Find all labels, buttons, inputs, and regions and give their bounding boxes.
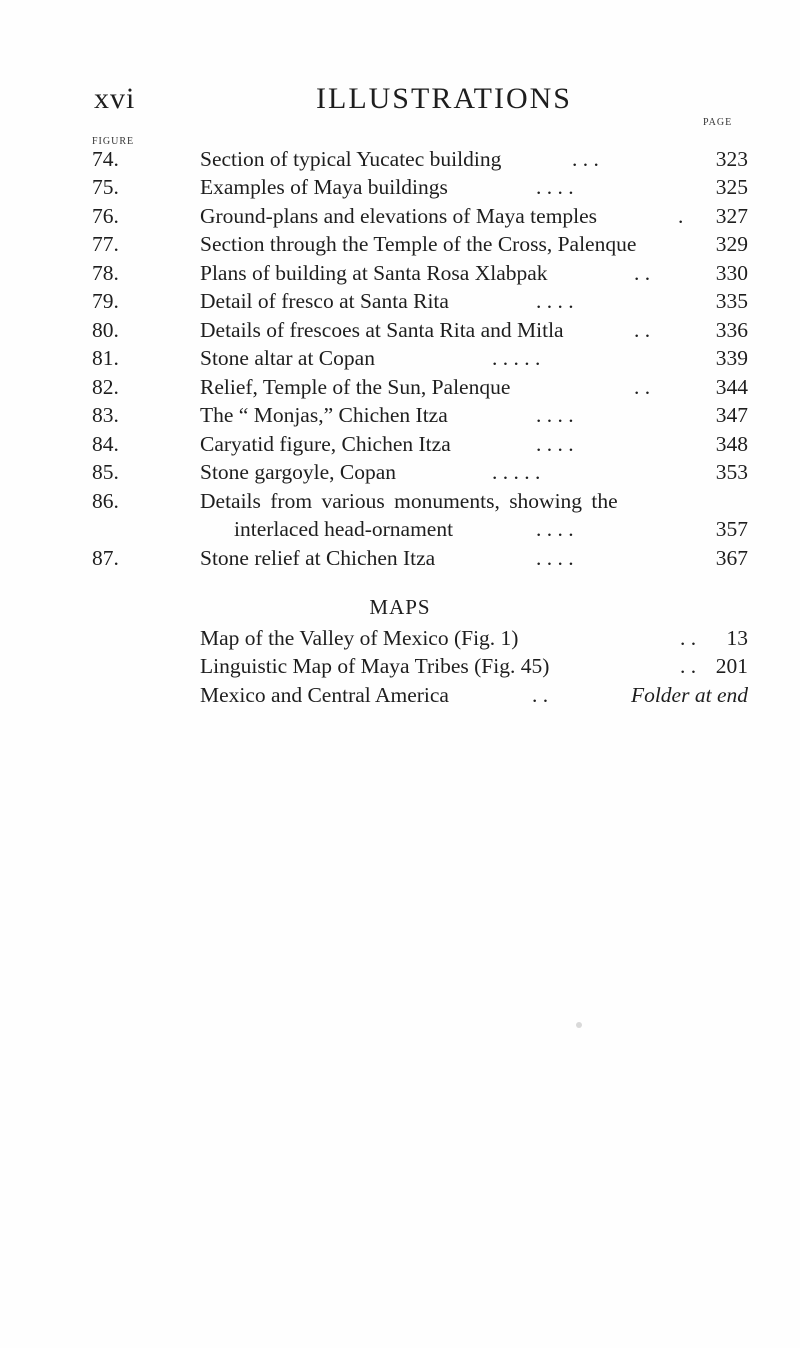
page-number: 330 <box>715 261 748 285</box>
page-folio: xvi <box>94 82 136 115</box>
figure-number: 75. <box>92 175 119 199</box>
list-entry-figure-74 <box>92 145 748 173</box>
figure-title: Examples of Maya buildings <box>200 175 448 199</box>
page-number: 323 <box>715 147 748 171</box>
figure-title: Ground-plans and elevations of Maya temples <box>200 204 598 228</box>
figure-title: Section of typical Yucatec building <box>200 147 502 171</box>
list-entry-figure-77 <box>92 230 748 258</box>
leader-dots: . . <box>680 654 697 678</box>
figure-title: Stone relief at Chichen Itza <box>200 546 436 570</box>
list-entry-figure-80 <box>92 316 748 344</box>
map-entry-mexico-central-america <box>200 681 748 709</box>
figure-title: Caryatid figure, Chichen Itza <box>200 432 451 456</box>
list-entry-figure-75 <box>92 173 748 201</box>
leader-dots: . . <box>634 375 651 399</box>
leader-dots: . . . . <box>536 289 574 313</box>
figure-number: 85. <box>92 460 119 484</box>
leader-dots: . . <box>634 318 651 342</box>
map-entry-linguistic-map <box>200 652 748 680</box>
paper-speck <box>576 1022 582 1028</box>
list-entry-figure-86 <box>92 487 748 515</box>
leader-dots: . . . . <box>536 432 574 456</box>
figure-title: Relief, Temple of the Sun, Palenque <box>200 375 511 399</box>
page-number: 13 <box>726 626 748 650</box>
list-entry-figure-83 <box>92 401 748 429</box>
figure-column-heading: FIGURE <box>92 136 135 147</box>
figure-number: 81. <box>92 346 119 370</box>
list-entry-figure-81 <box>92 344 748 372</box>
list-entry-figure-79 <box>92 287 748 315</box>
leader-dots: . . . . <box>536 403 574 427</box>
page-number: 335 <box>715 289 748 313</box>
figure-title: Stone altar at Copan <box>200 346 375 370</box>
leader-dots: . . <box>634 261 651 285</box>
figure-number: 87. <box>92 546 119 570</box>
leader-dots: . . <box>532 683 549 707</box>
leader-dots: . . . . <box>536 546 574 570</box>
list-entry-figure-85 <box>92 458 748 486</box>
list-entry-figure-82 <box>92 373 748 401</box>
leader-dots: . . . <box>572 147 599 171</box>
page-number: 348 <box>715 432 748 456</box>
figure-number: 76. <box>92 204 119 228</box>
map-title: Linguistic Map of Maya Tribes (Fig. 45) <box>200 654 550 678</box>
figure-number: 78. <box>92 261 119 285</box>
list-entry-figure-86-continuation <box>92 515 748 543</box>
leader-dots: . <box>678 204 684 228</box>
leader-dots: . . . . . <box>492 460 541 484</box>
figure-title: Details from various monuments, showing the <box>200 489 618 513</box>
figure-title-continuation: interlaced head-ornament <box>234 517 454 541</box>
list-entry-figure-78 <box>92 259 748 287</box>
page-number: 344 <box>715 375 748 399</box>
figure-number: 80. <box>92 318 119 342</box>
figure-number: 86. <box>92 489 119 513</box>
page-number: 336 <box>715 318 748 342</box>
map-title: Map of the Valley of Mexico (Fig. 1) <box>200 626 519 650</box>
figure-title: Plans of building at Santa Rosa Xlabpak <box>200 261 548 285</box>
page-number: 327 <box>715 204 748 228</box>
leader-dots: . . . . <box>536 175 574 199</box>
figure-number: 79. <box>92 289 119 313</box>
leader-dots: . . . . <box>536 517 574 541</box>
figure-number: 83. <box>92 403 119 427</box>
map-entry-valley-of-mexico <box>200 624 748 652</box>
maps-heading: MAPS <box>369 595 431 619</box>
map-title: Mexico and Central America <box>200 683 449 707</box>
list-entry-figure-87 <box>92 544 748 572</box>
page-number: 201 <box>715 654 748 678</box>
figure-title: Details of frescoes at Santa Rita and Mitla <box>200 318 564 342</box>
list-entry-figure-84 <box>92 430 748 458</box>
running-header <box>94 82 734 122</box>
page-column-heading: PAGE <box>703 117 733 128</box>
figure-number: 74. <box>92 147 119 171</box>
leader-dots: . . <box>680 626 697 650</box>
page-number: 329 <box>715 232 748 256</box>
page-reference: Folder at end <box>630 683 748 707</box>
figure-number: 84. <box>92 432 119 456</box>
leader-dots: . . . . . <box>492 346 541 370</box>
figure-title: Detail of fresco at Santa Rita <box>200 289 449 313</box>
page-number: 347 <box>715 403 748 427</box>
page-number: 357 <box>715 517 748 541</box>
figure-title: The “ Monjas,” Chichen Itza <box>200 403 448 427</box>
page-number: 325 <box>715 175 748 199</box>
figure-title: Section through the Temple of the Cross, Palenque <box>200 232 637 256</box>
list-entry-figure-76 <box>92 202 748 230</box>
page-number: 353 <box>715 460 748 484</box>
page-number: 367 <box>715 546 748 570</box>
figure-number: 82. <box>92 375 119 399</box>
figure-title: Stone gargoyle, Copan <box>200 460 397 484</box>
figure-number: 77. <box>92 232 119 256</box>
page-number: 339 <box>715 346 748 370</box>
running-title: ILLUSTRATIONS <box>316 82 572 115</box>
